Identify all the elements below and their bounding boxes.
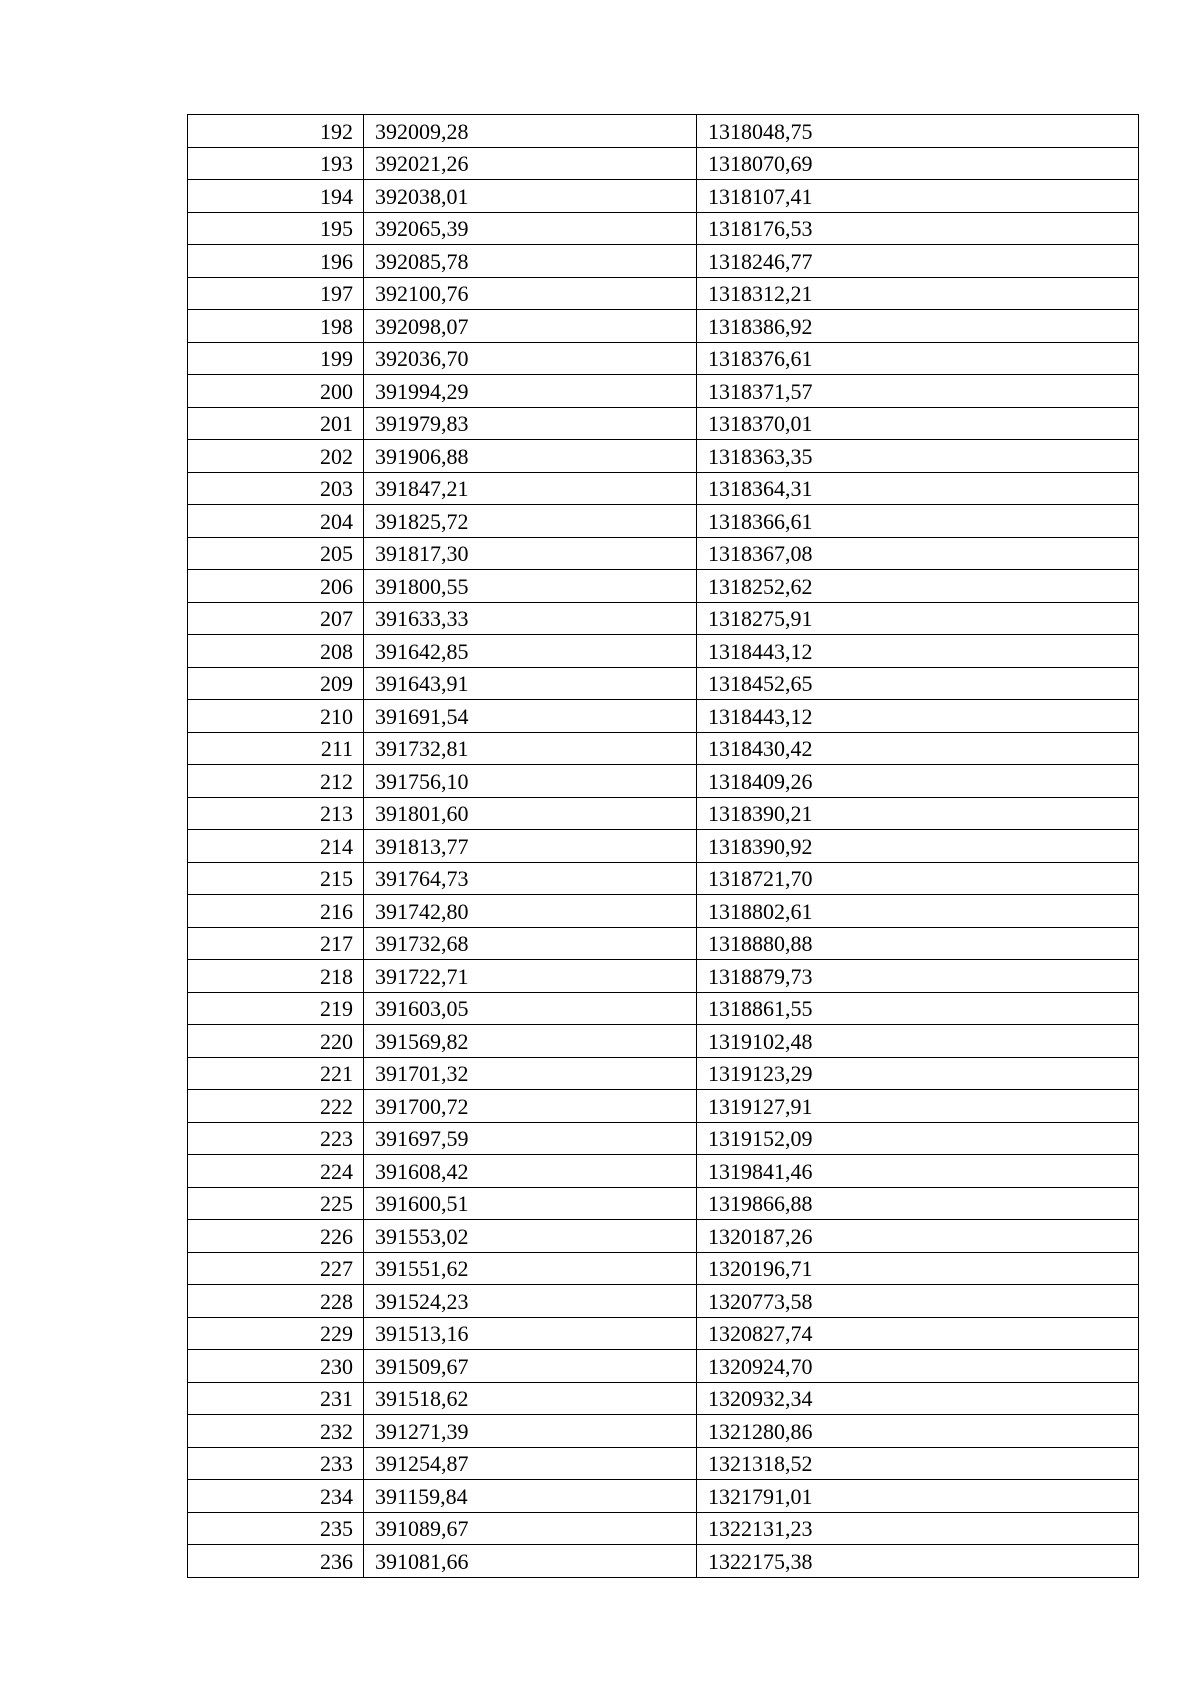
point-number-cell: 196: [188, 245, 364, 278]
y-coordinate-cell: 1318802,61: [697, 895, 1139, 928]
x-coordinate-cell: 391817,30: [364, 537, 697, 570]
point-number-cell: 234: [188, 1480, 364, 1513]
table-row: [188, 1122, 1139, 1155]
y-coordinate-cell: 1318430,42: [697, 732, 1139, 765]
x-coordinate-cell: 392098,07: [364, 310, 697, 343]
point-number-cell: 222: [188, 1090, 364, 1123]
point-number-cell: 235: [188, 1512, 364, 1545]
y-coordinate-cell: 1320773,58: [697, 1285, 1139, 1318]
table-row: [188, 667, 1139, 700]
point-number-cell: 200: [188, 375, 364, 408]
y-coordinate-cell: 1321791,01: [697, 1480, 1139, 1513]
y-coordinate-cell: 1318721,70: [697, 862, 1139, 895]
table-row: [188, 1350, 1139, 1383]
y-coordinate-cell: 1318879,73: [697, 960, 1139, 993]
x-coordinate-cell: 391642,85: [364, 635, 697, 668]
y-coordinate-cell: 1318390,21: [697, 797, 1139, 830]
point-number-cell: 217: [188, 927, 364, 960]
x-coordinate-cell: 392085,78: [364, 245, 697, 278]
point-number-cell: 201: [188, 407, 364, 440]
x-coordinate-cell: 391569,82: [364, 1025, 697, 1058]
x-coordinate-cell: 391633,33: [364, 602, 697, 635]
point-number-cell: 197: [188, 277, 364, 310]
y-coordinate-cell: 1321318,52: [697, 1447, 1139, 1480]
point-number-cell: 204: [188, 505, 364, 538]
y-coordinate-cell: 1318861,55: [697, 992, 1139, 1025]
x-coordinate-cell: 391553,02: [364, 1220, 697, 1253]
y-coordinate-cell: 1319123,29: [697, 1057, 1139, 1090]
x-coordinate-cell: 391603,05: [364, 992, 697, 1025]
table-row: [188, 700, 1139, 733]
point-number-cell: 233: [188, 1447, 364, 1480]
y-coordinate-cell: 1320924,70: [697, 1350, 1139, 1383]
x-coordinate-cell: 391764,73: [364, 862, 697, 895]
point-number-cell: 227: [188, 1252, 364, 1285]
point-number-cell: 202: [188, 440, 364, 473]
x-coordinate-cell: 391742,80: [364, 895, 697, 928]
point-number-cell: 216: [188, 895, 364, 928]
table-row: [188, 1187, 1139, 1220]
x-coordinate-cell: 391608,42: [364, 1155, 697, 1188]
x-coordinate-cell: 391254,87: [364, 1447, 697, 1480]
table-row: [188, 1285, 1139, 1318]
table-row: [188, 375, 1139, 408]
y-coordinate-cell: 1318107,41: [697, 180, 1139, 213]
point-number-cell: 207: [188, 602, 364, 635]
point-number-cell: 206: [188, 570, 364, 603]
x-coordinate-cell: 391847,21: [364, 472, 697, 505]
coordinates-table-body: [188, 115, 1139, 1578]
y-coordinate-cell: 1318366,61: [697, 505, 1139, 538]
x-coordinate-cell: 391979,83: [364, 407, 697, 440]
table-row: [188, 635, 1139, 668]
point-number-cell: 220: [188, 1025, 364, 1058]
point-number-cell: 208: [188, 635, 364, 668]
point-number-cell: 209: [188, 667, 364, 700]
point-number-cell: 212: [188, 765, 364, 798]
x-coordinate-cell: 392036,70: [364, 342, 697, 375]
x-coordinate-cell: 391756,10: [364, 765, 697, 798]
y-coordinate-cell: 1319841,46: [697, 1155, 1139, 1188]
point-number-cell: 211: [188, 732, 364, 765]
y-coordinate-cell: 1320196,71: [697, 1252, 1139, 1285]
x-coordinate-cell: 392009,28: [364, 115, 697, 148]
point-number-cell: 213: [188, 797, 364, 830]
table-row: [188, 1252, 1139, 1285]
point-number-cell: 215: [188, 862, 364, 895]
table-row: [188, 537, 1139, 570]
table-row: [188, 1512, 1139, 1545]
table-row: [188, 147, 1139, 180]
point-number-cell: 218: [188, 960, 364, 993]
point-number-cell: 221: [188, 1057, 364, 1090]
table-row: [188, 765, 1139, 798]
y-coordinate-cell: 1318070,69: [697, 147, 1139, 180]
point-number-cell: 219: [188, 992, 364, 1025]
y-coordinate-cell: 1322175,38: [697, 1545, 1139, 1578]
point-number-cell: 192: [188, 115, 364, 148]
table-row: [188, 1382, 1139, 1415]
x-coordinate-cell: 391518,62: [364, 1382, 697, 1415]
point-number-cell: 231: [188, 1382, 364, 1415]
point-number-cell: 223: [188, 1122, 364, 1155]
x-coordinate-cell: 391813,77: [364, 830, 697, 863]
point-number-cell: 195: [188, 212, 364, 245]
x-coordinate-cell: 392021,26: [364, 147, 697, 180]
y-coordinate-cell: 1318386,92: [697, 310, 1139, 343]
x-coordinate-cell: 391732,68: [364, 927, 697, 960]
point-number-cell: 194: [188, 180, 364, 213]
table-row: [188, 862, 1139, 895]
x-coordinate-cell: 392100,76: [364, 277, 697, 310]
x-coordinate-cell: 391643,91: [364, 667, 697, 700]
table-row: [188, 440, 1139, 473]
table-row: [188, 732, 1139, 765]
point-number-cell: 203: [188, 472, 364, 505]
y-coordinate-cell: 1318048,75: [697, 115, 1139, 148]
x-coordinate-cell: 391159,84: [364, 1480, 697, 1513]
point-number-cell: 214: [188, 830, 364, 863]
y-coordinate-cell: 1318275,91: [697, 602, 1139, 635]
y-coordinate-cell: 1318367,08: [697, 537, 1139, 570]
table-row: [188, 960, 1139, 993]
table-row: [188, 115, 1139, 148]
y-coordinate-cell: 1318312,21: [697, 277, 1139, 310]
x-coordinate-cell: 391732,81: [364, 732, 697, 765]
x-coordinate-cell: 391801,60: [364, 797, 697, 830]
table-row: [188, 1025, 1139, 1058]
y-coordinate-cell: 1320932,34: [697, 1382, 1139, 1415]
y-coordinate-cell: 1318443,12: [697, 700, 1139, 733]
point-number-cell: 193: [188, 147, 364, 180]
point-number-cell: 228: [188, 1285, 364, 1318]
table-row: [188, 992, 1139, 1025]
point-number-cell: 210: [188, 700, 364, 733]
table-row: [188, 1090, 1139, 1123]
table-row: [188, 472, 1139, 505]
table-row: [188, 180, 1139, 213]
y-coordinate-cell: 1321280,86: [697, 1415, 1139, 1448]
point-number-cell: 230: [188, 1350, 364, 1383]
point-number-cell: 236: [188, 1545, 364, 1578]
y-coordinate-cell: 1318390,92: [697, 830, 1139, 863]
y-coordinate-cell: 1318252,62: [697, 570, 1139, 603]
table-row: [188, 1317, 1139, 1350]
table-row: [188, 407, 1139, 440]
y-coordinate-cell: 1318376,61: [697, 342, 1139, 375]
table-row: [188, 1480, 1139, 1513]
y-coordinate-cell: 1319102,48: [697, 1025, 1139, 1058]
x-coordinate-cell: 391700,72: [364, 1090, 697, 1123]
x-coordinate-cell: 391551,62: [364, 1252, 697, 1285]
coordinates-table: [187, 114, 1139, 1578]
x-coordinate-cell: 391691,54: [364, 700, 697, 733]
table-row: [188, 1220, 1139, 1253]
table-row: [188, 342, 1139, 375]
x-coordinate-cell: 391697,59: [364, 1122, 697, 1155]
table-row: [188, 1545, 1139, 1578]
table-row: [188, 212, 1139, 245]
table-row: [188, 1415, 1139, 1448]
table-row: [188, 602, 1139, 635]
x-coordinate-cell: 391701,32: [364, 1057, 697, 1090]
x-coordinate-cell: 391994,29: [364, 375, 697, 408]
point-number-cell: 224: [188, 1155, 364, 1188]
y-coordinate-cell: 1318370,01: [697, 407, 1139, 440]
table-row: [188, 570, 1139, 603]
y-coordinate-cell: 1318452,65: [697, 667, 1139, 700]
x-coordinate-cell: 391906,88: [364, 440, 697, 473]
y-coordinate-cell: 1318880,88: [697, 927, 1139, 960]
point-number-cell: 198: [188, 310, 364, 343]
point-number-cell: 226: [188, 1220, 364, 1253]
y-coordinate-cell: 1319152,09: [697, 1122, 1139, 1155]
table-row: [188, 1447, 1139, 1480]
y-coordinate-cell: 1318371,57: [697, 375, 1139, 408]
x-coordinate-cell: 391513,16: [364, 1317, 697, 1350]
point-number-cell: 229: [188, 1317, 364, 1350]
table-row: [188, 277, 1139, 310]
x-coordinate-cell: 391600,51: [364, 1187, 697, 1220]
table-row: [188, 310, 1139, 343]
y-coordinate-cell: 1320187,26: [697, 1220, 1139, 1253]
x-coordinate-cell: 392038,01: [364, 180, 697, 213]
y-coordinate-cell: 1319127,91: [697, 1090, 1139, 1123]
y-coordinate-cell: 1319866,88: [697, 1187, 1139, 1220]
x-coordinate-cell: 391509,67: [364, 1350, 697, 1383]
x-coordinate-cell: 391825,72: [364, 505, 697, 538]
y-coordinate-cell: 1318443,12: [697, 635, 1139, 668]
table-row: [188, 505, 1139, 538]
table-row: [188, 830, 1139, 863]
table-row: [188, 1057, 1139, 1090]
table-row: [188, 245, 1139, 278]
x-coordinate-cell: 391081,66: [364, 1545, 697, 1578]
table-row: [188, 895, 1139, 928]
x-coordinate-cell: 391524,23: [364, 1285, 697, 1318]
x-coordinate-cell: 391271,39: [364, 1415, 697, 1448]
x-coordinate-cell: 391722,71: [364, 960, 697, 993]
x-coordinate-cell: 391089,67: [364, 1512, 697, 1545]
x-coordinate-cell: 392065,39: [364, 212, 697, 245]
y-coordinate-cell: 1318363,35: [697, 440, 1139, 473]
table-row: [188, 797, 1139, 830]
y-coordinate-cell: 1318364,31: [697, 472, 1139, 505]
point-number-cell: 199: [188, 342, 364, 375]
y-coordinate-cell: 1320827,74: [697, 1317, 1139, 1350]
x-coordinate-cell: 391800,55: [364, 570, 697, 603]
point-number-cell: 205: [188, 537, 364, 570]
table-row: [188, 1155, 1139, 1188]
table-row: [188, 927, 1139, 960]
y-coordinate-cell: 1318246,77: [697, 245, 1139, 278]
point-number-cell: 232: [188, 1415, 364, 1448]
y-coordinate-cell: 1318176,53: [697, 212, 1139, 245]
y-coordinate-cell: 1322131,23: [697, 1512, 1139, 1545]
point-number-cell: 225: [188, 1187, 364, 1220]
y-coordinate-cell: 1318409,26: [697, 765, 1139, 798]
